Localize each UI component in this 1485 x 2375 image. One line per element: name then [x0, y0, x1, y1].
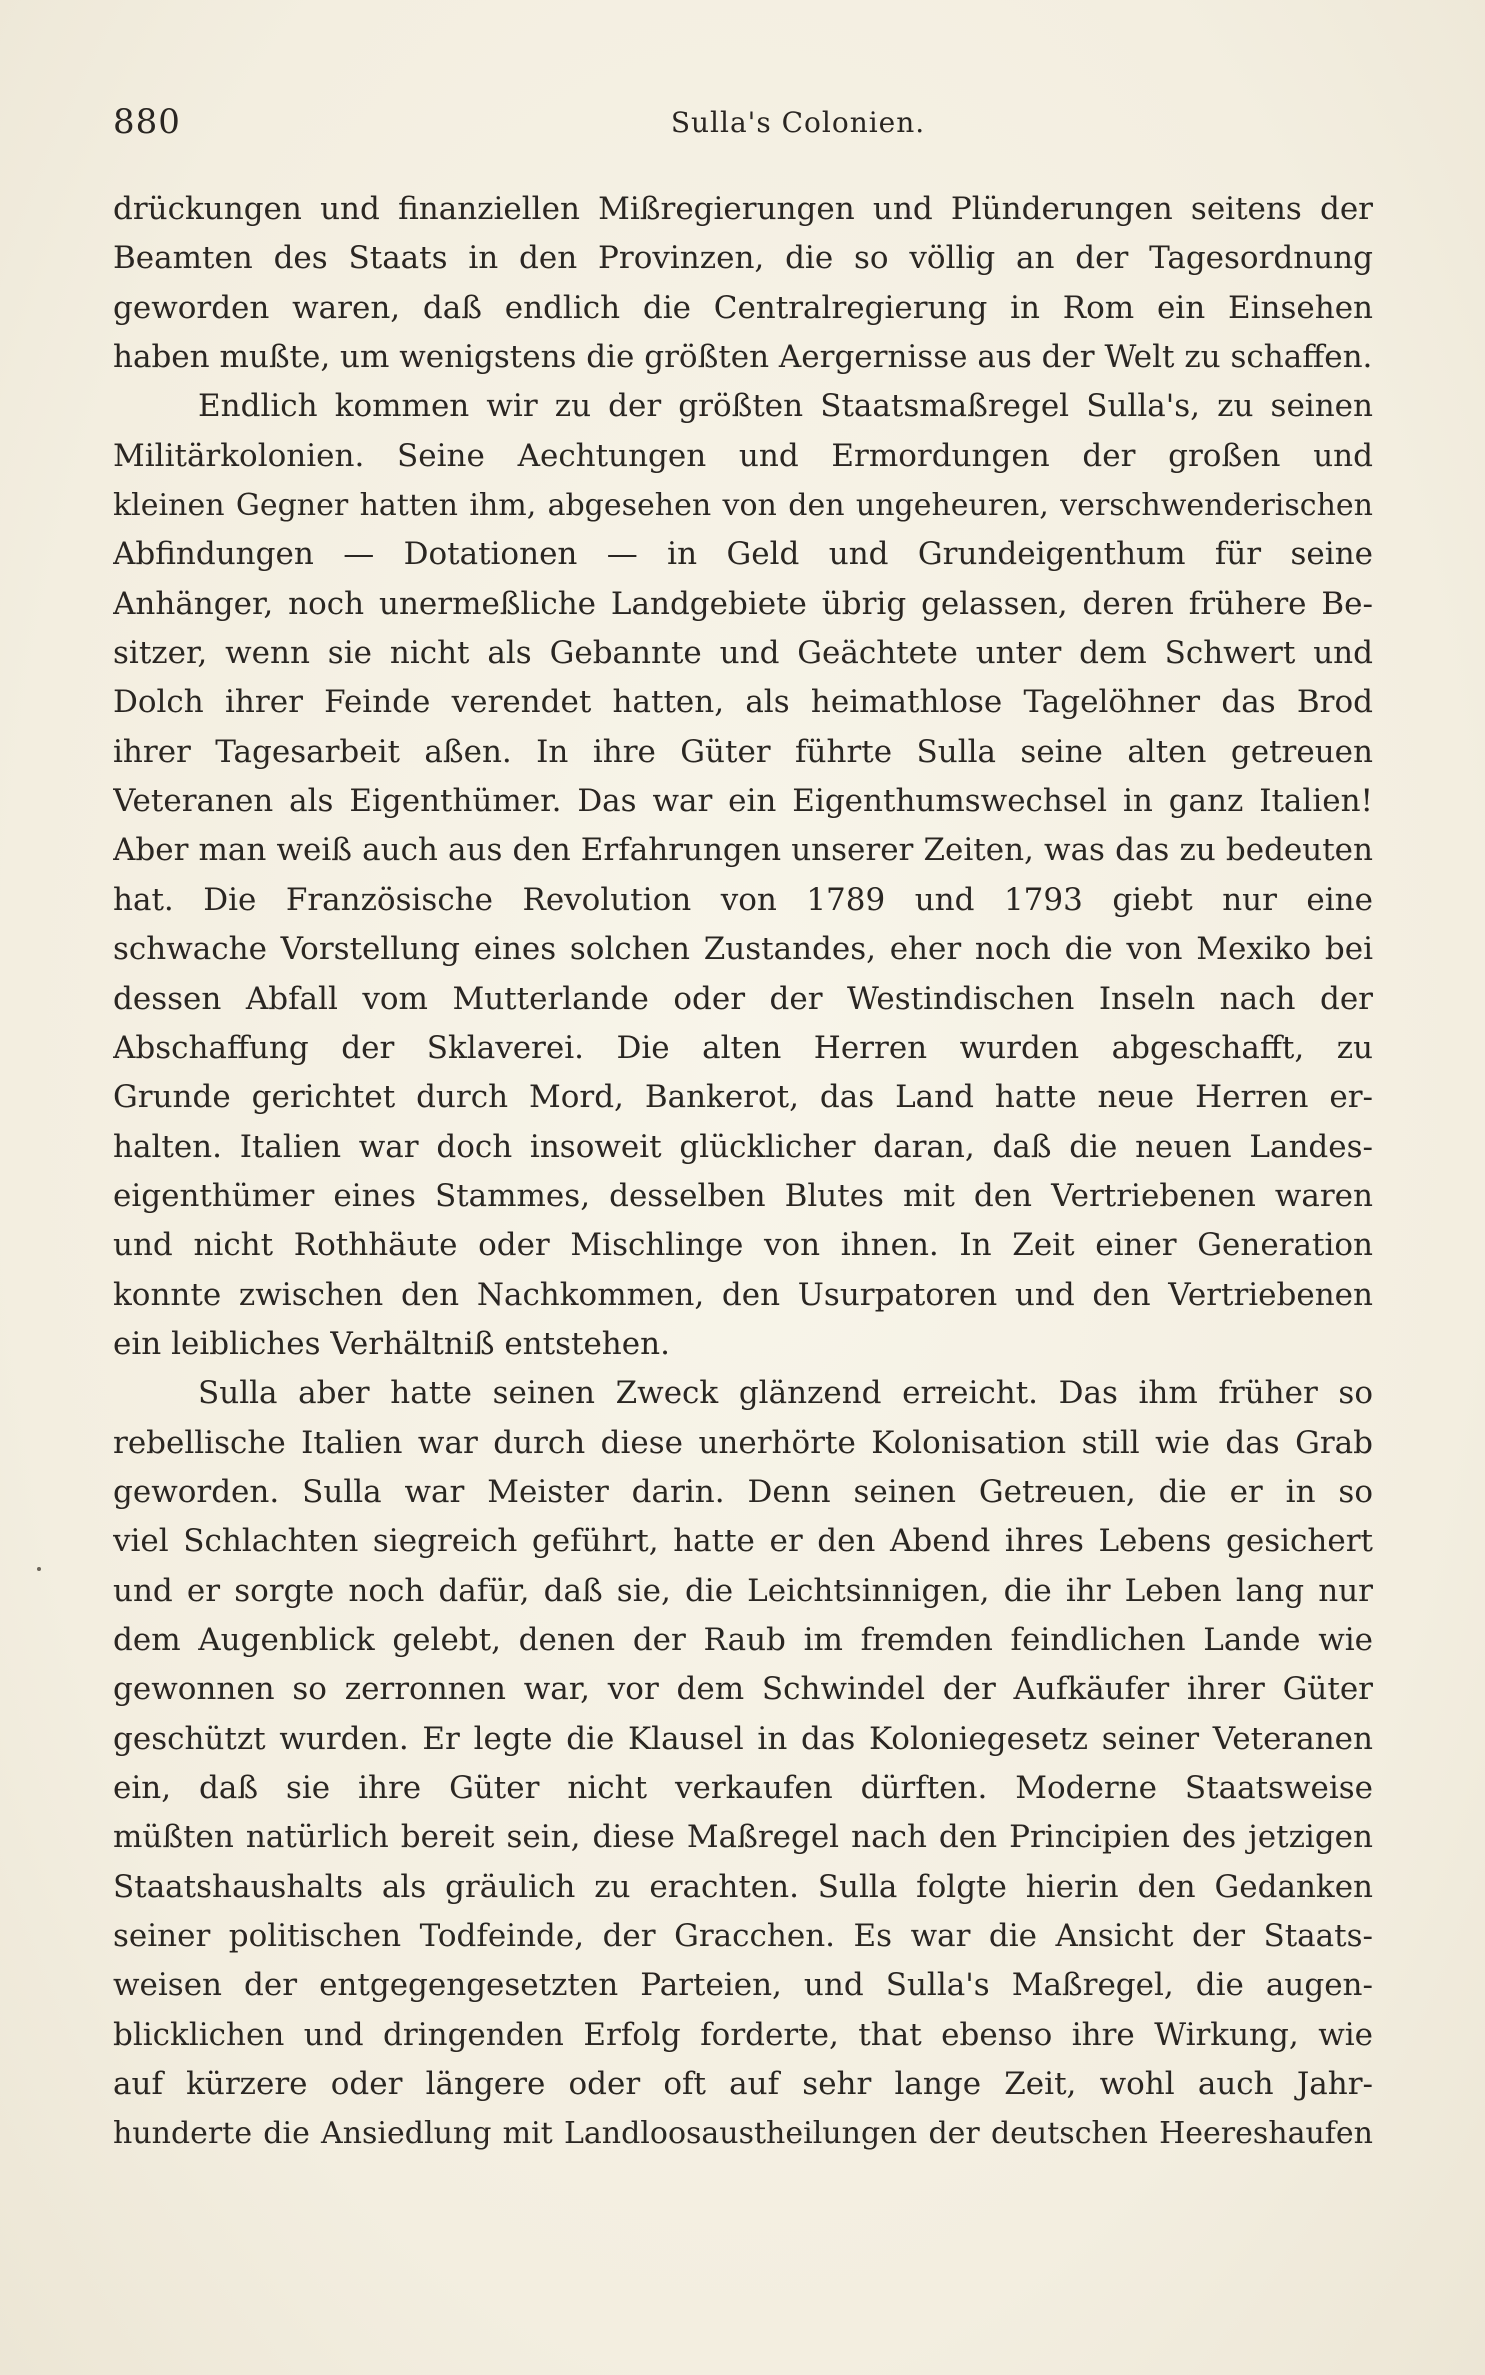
text-line: und er sorgte noch dafür, daß sie, die Leichtsinnigen, die ihr Leben lang nur — [113, 1572, 1373, 1609]
text-line: viel Schlachten siegreich geführt, hatte er den Abend ihres Lebens gesichert — [113, 1523, 1373, 1560]
text-line: Staatshaushalts als gräulich zu erachten. Sulla folgte hierin den Gedanken — [113, 1868, 1373, 1905]
text-line: halten. Italien war doch insoweit glücklicher daran, daß die neuen Landes- — [113, 1128, 1373, 1165]
text-line: seiner politischen Todfeinde, der Gracchen. Es war die Ansicht der Staats- — [113, 1918, 1373, 1955]
text-line: Beamten des Staats in den Provinzen, die so völlig an der Tagesordnung — [113, 240, 1373, 277]
text-line: eigenthümer eines Stammes, desselben Blutes mit den Vertriebenen waren — [113, 1177, 1373, 1214]
text-line: ein leibliches Verhältniß entstehen. — [113, 1325, 670, 1362]
text-line: kleinen Gegner hatten ihm, abgesehen von den ungeheuren, verschwenderischen — [113, 488, 1373, 524]
text-line: hunderte die Ansiedlung mit Landloosaustheilungen der deutschen Heereshaufen — [113, 2116, 1373, 2152]
text-line: Veteranen als Eigenthümer. Das war ein Eigenthumswechsel in ganz Italien! — [113, 783, 1373, 820]
running-head: Sulla's Colonien. — [670, 106, 926, 139]
text-line: rebellische Italien war durch diese unerhörte Kolonisation still wie das Grab — [113, 1424, 1373, 1461]
text-line: Grunde gerichtet durch Mord, Bankerot, das Land hatte neue Herren er- — [113, 1079, 1373, 1116]
page-header — [113, 102, 1373, 152]
text-line: drückungen und finanziellen Mißregierungen und Plünderungen seitens der — [113, 191, 1373, 227]
text-line: müßten natürlich bereit sein, diese Maßregel nach den Principien des jetzigen — [113, 1819, 1373, 1856]
text-line: schwache Vorstellung eines solchen Zustandes, eher noch die von Mexiko bei — [113, 931, 1373, 968]
body-text — [113, 185, 1373, 2159]
text-line: Abschaffung der Sklaverei. Die alten Herren wurden abgeschafft, zu — [113, 1029, 1373, 1066]
page-number: 880 — [113, 102, 181, 142]
text-line: Anhänger, noch unermeßliche Landgebiete übrig gelassen, deren frühere Be- — [113, 585, 1373, 622]
text-line: Sulla aber hatte seinen Zweck glänzend erreicht. Das ihm früher so — [198, 1375, 1373, 1412]
text-line: geschützt wurden. Er legte die Klausel in das Koloniegesetz seiner Veteranen — [113, 1720, 1373, 1757]
text-line: ein, daß sie ihre Güter nicht verkaufen dürften. Moderne Staatsweise — [113, 1770, 1373, 1806]
text-line: weisen der entgegengesetzten Parteien, und Sulla's Maßregel, die augen- — [113, 1967, 1373, 2004]
text-line: dessen Abfall vom Mutterlande oder der Westindischen Inseln nach der — [113, 980, 1373, 1017]
text-line: hat. Die Französische Revolution von 1789 und 1793 giebt nur eine — [113, 881, 1373, 918]
text-line: Aber man weiß auch aus den Erfahrungen unserer Zeiten, was das zu bedeuten — [113, 832, 1373, 869]
text-line: Dolch ihrer Feinde verendet hatten, als heimathlose Tagelöhner das Brod — [113, 684, 1373, 721]
text-line: Abfindungen — Dotationen — in Geld und Grundeigenthum für seine — [113, 536, 1373, 573]
text-line: haben mußte, um wenigstens die größten Aergernisse aus der Welt zu schaffen. — [113, 339, 1373, 376]
text-line: sitzer, wenn sie nicht als Gebannte und Geächtete unter dem Schwert und — [113, 635, 1373, 672]
paper-speck — [37, 1567, 41, 1571]
text-line: auf kürzere oder längere oder oft auf sehr lange Zeit, wohl auch Jahr- — [113, 2066, 1373, 2103]
text-line: geworden. Sulla war Meister darin. Denn seinen Getreuen, die er in so — [113, 1473, 1373, 1510]
text-line: blicklichen und dringenden Erfolg forderte, that ebenso ihre Wirkung, wie — [113, 2016, 1373, 2053]
text-line: Militärkolonien. Seine Aechtungen und Ermordungen der großen und — [113, 437, 1373, 474]
text-line: dem Augenblick gelebt, denen der Raub im fremden feindlichen Lande wie — [113, 1621, 1373, 1658]
text-line: konnte zwischen den Nachkommen, den Usurpatoren und den Vertriebenen — [113, 1276, 1373, 1313]
text-line: gewonnen so zerronnen war, vor dem Schwindel der Aufkäufer ihrer Güter — [113, 1671, 1373, 1708]
text-line: ihrer Tagesarbeit aßen. In ihre Güter führte Sulla seine alten getreuen — [113, 733, 1373, 770]
text-line: und nicht Rothhäute oder Mischlinge von ihnen. In Zeit einer Generation — [113, 1227, 1373, 1264]
text-line: Endlich kommen wir zu der größten Staatsmaßregel Sulla's, zu seinen — [198, 388, 1373, 425]
text-line: geworden waren, daß endlich die Centralregierung in Rom ein Einsehen — [113, 289, 1373, 326]
